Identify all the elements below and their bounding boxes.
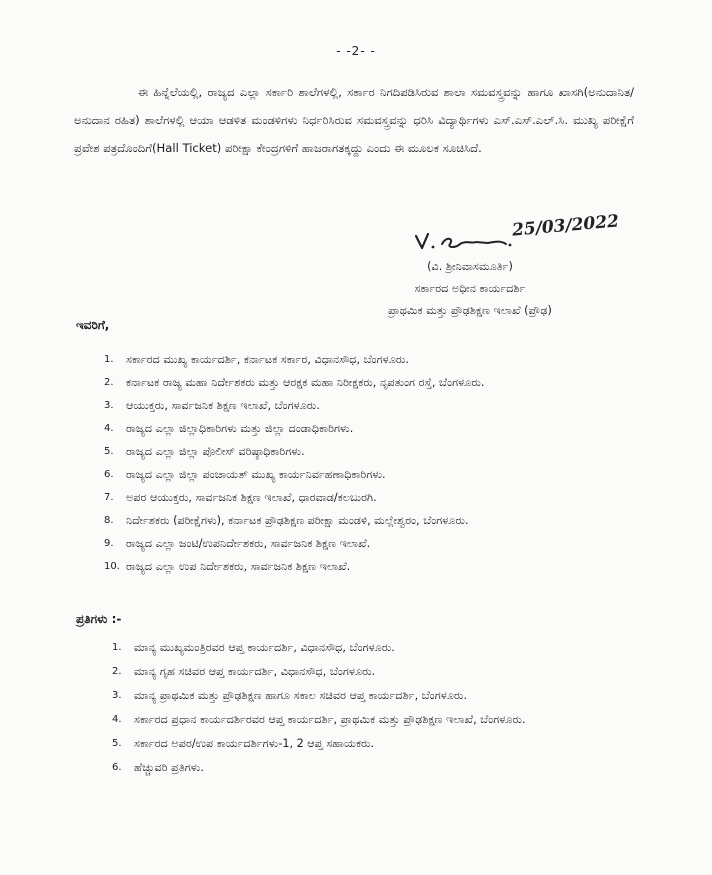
to-heading: ಇವರಿಗೆ, <box>76 318 110 332</box>
copies-heading: ಪ್ರತಿಗಳು :- <box>76 612 122 626</box>
list-item <box>104 488 646 508</box>
list-item <box>112 710 654 730</box>
list-item-number: 5. <box>112 738 122 749</box>
list-item-text: ಮಾನ್ಯ ಪ್ರಾಥಮಿಕ ಮತ್ತು ಪ್ರೌಢಶಿಕ್ಷಣ ಹಾಗೂ ಸಕಾಲ ಸಚಿವರ ಆಪ್ತ ಕಾರ್ಯದರ್ಶಿ, ಬೆಂಗಳೂರು. <box>134 689 468 702</box>
list-item <box>112 734 654 754</box>
list-item-number: 6. <box>104 469 114 480</box>
signer-block <box>300 256 640 322</box>
list-item <box>104 419 646 439</box>
list-item <box>104 465 646 485</box>
list-item-number: 2. <box>112 666 122 677</box>
list-item <box>104 373 646 393</box>
list-item-number: 5. <box>104 446 114 457</box>
list-item <box>104 534 646 554</box>
list-item-text: ಸರ್ಕಾರದ ಪ್ರಧಾನ ಕಾರ್ಯದರ್ಶಿರವರ ಆಪ್ತ ಕಾರ್ಯದರ್ಶಿ, ಪ್ರಾಥಮಿಕ ಮತ್ತು ಪ್ರೌಢಶಿಕ್ಷಣ ಇಲಾಖೆ, ಬೆಂಗಳೂರು. <box>134 713 526 726</box>
list-item-text: ನಿರ್ದೇಶಕರು (ಪರೀಕ್ಷೆಗಳು), ಕರ್ನಾಟಕ ಪ್ರೌಢಶಿಕ್ಷಣ ಪರೀಕ್ಷಾ ಮಂಡಳಿ, ಮಲ್ಲೇಶ್ವರಂ, ಬೆಂಗಳೂರು. <box>126 514 469 527</box>
list-item <box>104 396 646 416</box>
list-item-number: 1. <box>104 354 114 365</box>
list-item-text: ರಾಜ್ಯದ ಎಲ್ಲಾ ಉಪ ನಿರ್ದೇಶಕರು, ಸಾರ್ವಜನಿಕ ಶಿಕ್ಷಣ ಇಲಾಖೆ. <box>126 560 351 573</box>
list-item-number: 2. <box>104 377 114 388</box>
copies-list <box>112 638 654 782</box>
list-item-text: ಹೆಚ್ಚುವರಿ ಪ್ರತಿಗಳು. <box>134 761 204 774</box>
to-list <box>104 350 646 580</box>
list-item-number: 4. <box>112 714 122 725</box>
list-item-number: 1. <box>112 642 122 653</box>
list-item-text: ಮಾನ್ಯ ಮುಖ್ಯಮಂತ್ರಿರವರ ಆಪ್ತ ಕಾರ್ಯದರ್ಶಿ, ವಿಧಾನಸೌಧ, ಬೆಂಗಳೂರು. <box>134 641 395 654</box>
page-number: - -2- - <box>336 44 376 58</box>
list-item <box>112 758 654 778</box>
list-item <box>104 511 646 531</box>
signer-department: ಪ್ರಾಥಮಿಕ ಮತ್ತು ಪ್ರೌಢಶಿಕ್ಷಣ ಇಲಾಖೆ (ಪ್ರೌಢ) <box>388 304 552 317</box>
list-item-number: 3. <box>104 400 114 411</box>
list-item-number: 7. <box>104 492 114 503</box>
list-item-number: 10. <box>104 561 120 572</box>
list-item-number: 4. <box>104 423 114 434</box>
list-item-text: ರಾಜ್ಯದ ಎಲ್ಲಾ ಜಿಲ್ಲಾ ಪಂಚಾಯತ್ ಮುಖ್ಯ ಕಾರ್ಯನಿರ್ವಹಣಾಧಿಕಾರಿಗಳು. <box>126 468 386 481</box>
list-item <box>104 557 646 577</box>
list-item <box>104 350 646 370</box>
signer-designation: ಸರ್ಕಾರದ ಅಧೀನ ಕಾರ್ಯದರ್ಶಿ <box>414 282 526 295</box>
list-item-text: ಸರ್ಕಾರದ ಮುಖ್ಯ ಕಾರ್ಯದರ್ಶಿ, ಕರ್ನಾಟಕ ಸರ್ಕಾರ, ವಿಧಾನಸೌಧ, ಬೆಂಗಳೂರು. <box>126 353 409 366</box>
list-item-text: ಸರ್ಕಾರದ ಅಪರ/ಉಪ ಕಾರ್ಯದರ್ಶಿಗಳು-1, 2 ಆಪ್ತ ಸಹಾಯಕರು. <box>134 737 375 750</box>
list-item <box>112 662 654 682</box>
list-item-number: 6. <box>112 762 122 773</box>
list-item <box>112 686 654 706</box>
body-paragraph-text: ಈ ಹಿನ್ನೆಲೆಯಲ್ಲಿ, ರಾಜ್ಯದ ಎಲ್ಲಾ ಸರ್ಕಾರಿ ಶಾಲೆಗಳಲ್ಲಿ, ಸರ್ಕಾರ ನಿಗದಿಪಡಿಸಿರುವ ಶಾಲಾ ಸಮವಸ್ತ್ರವನ್ನು ಹಾಗೂ ಖಾಸಗಿ(ಅನುದಾನಿತ/ಅನುದಾನ ರಹಿತ) ಶಾಲೆಗಳಲ್ಲಿ ಆಯಾ ಆಡಳಿತ ಮಂಡಳಿಗಳು ನಿರ್ಧರಿಸಿರುವ ಸಮವಸ್ತ್ರವನ್ನು ಧರಿಸಿ ವಿದ್ಯಾರ್ಥಿಗಳು ಎಸ್.ಎಸ್.ಎಲ್.ಸಿ. ಮುಖ್ಯ ಪರೀಕ್ಷೆಗೆ ಪ್ರವೇಶ ಪತ್ರದೊಂದಿಗೆ(Hall Ticket) ಪರೀಕ್ಷಾ ಕೇಂದ್ರಗಳಿಗೆ ಹಾಜರಾಗತಕ್ಕದ್ದು ಎಂದು ಈ ಮೂಲಕ ಸೂಚಿಸಿದೆ. <box>74 85 634 155</box>
body-paragraph <box>74 78 634 162</box>
list-item-text: ರಾಜ್ಯದ ಎಲ್ಲಾ ಜಿಲ್ಲಾಧಿಕಾರಿಗಳು ಮತ್ತು ಜಿಲ್ಲಾ ದಂಡಾಧಿಕಾರಿಗಳು. <box>126 422 354 435</box>
list-item-number: 3. <box>112 690 122 701</box>
list-item-text: ಅಪರ ಆಯುಕ್ತರು, ಸಾರ್ವಜನಿಕ ಶಿಕ್ಷಣ ಇಲಾಖೆ, ಧಾರವಾಡ/ಕಲಬುರಗಿ. <box>126 491 377 504</box>
list-item-text: ರಾಜ್ಯದ ಎಲ್ಲಾ ಜಂಟಿ/ಉಪನಿರ್ದೇಶಕರು, ಸಾರ್ವಜನಿಕ ಶಿಕ್ಷಣ ಇಲಾಖೆ. <box>126 537 371 550</box>
list-item-number: 9. <box>104 538 114 549</box>
list-item <box>104 442 646 462</box>
signature-date: 25/03/2022 <box>511 211 620 241</box>
signer-name: (ವಿ. ಶ್ರೀನಿವಾಸಮೂರ್ತಿ) <box>427 260 513 273</box>
list-item-text: ಮಾನ್ಯ ಗೃಹ ಸಚಿವರ ಆಪ್ತ ಕಾರ್ಯದರ್ಶಿ, ವಿಧಾನಸೌಧ, ಬೆಂಗಳೂರು. <box>134 665 376 678</box>
list-item-text: ಕರ್ನಾಟಕ ರಾಜ್ಯ ಮಹಾ ನಿರ್ದೇಶಕರು ಮತ್ತು ಆರಕ್ಷಕ ಮಹಾ ನಿರೀಕ್ಷಕರು, ನೃಪತುಂಗ ರಸ್ತೆ, ಬೆಂಗಳೂರು. <box>126 376 485 389</box>
list-item-number: 8. <box>104 515 114 526</box>
list-item <box>112 638 654 658</box>
list-item-text: ರಾಜ್ಯದ ಎಲ್ಲಾ ಜಿಲ್ಲಾ ಪೊಲೀಸ್ ವರಿಷ್ಠಾಧಿಕಾರಿಗಳು. <box>126 445 305 458</box>
list-item-text: ಆಯುಕ್ತರು, ಸಾರ್ವಜನಿಕ ಶಿಕ್ಷಣ ಇಲಾಖೆ, ಬೆಂಗಳೂರು. <box>126 399 320 412</box>
